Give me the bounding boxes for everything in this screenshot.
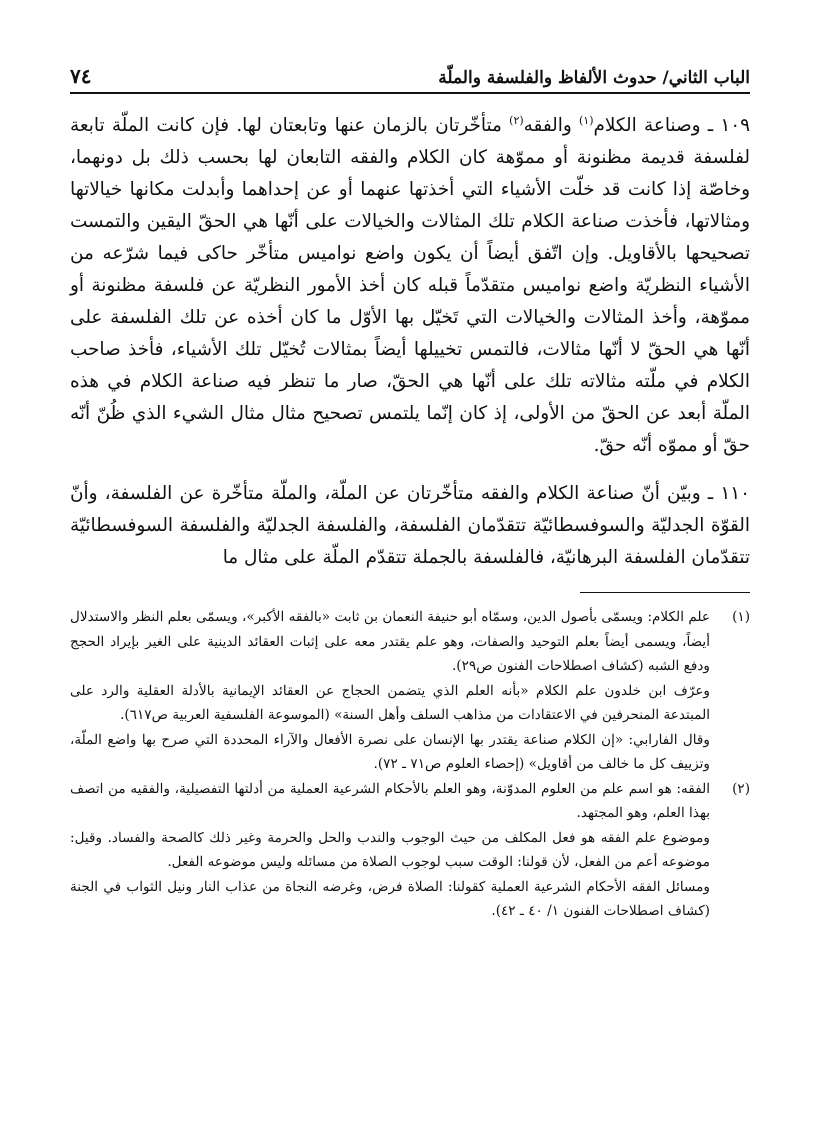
footnotes (70, 605, 750, 924)
main-text (70, 110, 750, 574)
footnote-1-line: وقال الفارابي: «إن الكلام صناعة يقتدر بها الإنسان على نصرة الأفعال والآراء المحددة التي صرح بها واضع الملّة، وتزييف كل ما خالف من أقاويل» (إحصاء العلوم ص٧١ ـ ٧٢). (70, 731, 710, 772)
chapter-title: الباب الثاني/ حدوث الألفاظ والفلسفة والملّة (438, 68, 750, 88)
paragraph-109-lead: ١٠٩ ـ وصناعة الكلام (593, 115, 751, 136)
footnote-ref-1[interactable]: (١) (579, 113, 594, 127)
footnote-1-line: علم الكلام: ويسمّى بأصول الدين، وسمّاه أبو حنيفة النعمان بن ثابت «بالفقه الأكبر»، ويسمّى بعلم النظر والاستدلال أيضاً، ويسمى أيضاً بعلم التوحيد والصفات، وهو علم يقتدر معه على إثبات العقائد الدينية على الغير بإيراد الحجج ودفع الشبه (كشاف اصطلاحات الفنون ص٢٩). (70, 609, 710, 674)
footnote-2-line: وموضوع علم الفقه هو فعل المكلف من حيث الوجوب والندب والحل والحرمة وغير ذلك كالصحة والفساد. وقيل: موضوعه أعم من الفعل، لأن قولنا: الوقت سبب لوجوب الصلاة من مسائله وليس موضوعه الفعل. (70, 829, 710, 870)
paragraph-110: ١١٠ ـ وبيّن أنّ صناعة الكلام والفقه متأخّرتان عن الملّة، والملّة متأخّرة عن الفلسفة، وأنّ القوّة الجدليّة والسوفسطائيّة تتقدّمان الفلسفة، والفلسفة الجدليّة والفلسفة السوفسطائيّة تتقدّمان الفلسفة البرهانيّة، فالفلسفة بالجملة تتقدّم الملّة على مثال ما (70, 483, 750, 568)
footnote-1-line: وعرّف ابن خلدون علم الكلام «بأنه العلم الذي يتضمن الحجاج عن العقائد الإيمانية بالأدلة العقلية والرد على المبتدعة المنحرفين في الاعتقادات من مذاهب السلف وأهل السنة» (الموسوعة الفلسفية العربية ص٦١٧). (70, 682, 710, 723)
paragraph-109 (70, 110, 750, 462)
footnote-1-number: (١) (732, 609, 750, 625)
page-number: ٧٤ (70, 64, 92, 88)
footnote-2-body (70, 777, 710, 924)
paragraph-109-mid: والفقه (523, 115, 579, 136)
footnote-ref-2[interactable]: (٢) (509, 113, 524, 127)
running-head (70, 52, 750, 94)
paragraph-109-rest: متأخّرتان بالزمان عنها وتابعتان لها. فإن كانت الملّة تابعة لفلسفة قديمة مظنونة أو مموّهة كان الكلام والفقه التابعان لها بحسب ذلك بل دونهما، وخاصّة إذا كانت قد خلّت الأشياء التي أخذتها عنهما أو عن إحداهما وأبدلت مكانها خيالاتها ومثالاتها، فأخذت صناعة الكلام تلك المثالات والخيالات على أنّها هي الحقّ اليقين والتمست تصحيحها بالأقاويل. وإن اتّفق أيضاً أن يكون واضع نواميس متأخّر حاكى فيما شرّعه من الأشياء النظريّة واضع نواميس متقدّماً قبله كان أخذ الأمور النظريّة عن فلسفة مظنونة أو مموّهة، وأخذ المثالات والخيالات التي تَخيّل بها الأوّل ما كان أخذه عن تلك الفلسفة على أنّها هي الحقّ لا أنّها مثالات، فالتمس تخييلها أيضاً بمثالات تُخيّل تلك الأشياء، فأخذ صاحب الكلام في ملّته مثالاته تلك على أنّها هي الحقّ، صار ما تنظر فيه صناعة الكلام في هذه الملّة أبعد عن الحقّ من الأولى، إذ كان إنّما يلتمس تصحيح مثال مثال الشيء الذي ظُنّ أنّه حقّ أو مموّه أنّه حقّ. (70, 115, 750, 456)
footnote-2-number: (٢) (732, 780, 750, 797)
footnote-1 (70, 605, 750, 777)
footnote-2-line: الفقه: هو اسم علم من العلوم المدوّنة، وهو العلم بالأحكام الشرعية العملية من أدلتها التفصيلية، والفقيه من اتصف بهذا العلم، وهو المجتهد. (70, 780, 710, 821)
book-page (70, 52, 750, 1112)
footnote-2 (70, 777, 750, 924)
footnote-1-body (70, 605, 710, 777)
footnote-2-line: ومسائل الفقه الأحكام الشرعية العملية كقولنا: الصلاة فرض، وغرضه النجاة من عذاب النار ونيل الثواب في الجنة (كشاف اصطلاحات الفنون ١/ ٤٠ ـ ٤٢). (70, 878, 710, 919)
footnote-separator (580, 592, 750, 593)
